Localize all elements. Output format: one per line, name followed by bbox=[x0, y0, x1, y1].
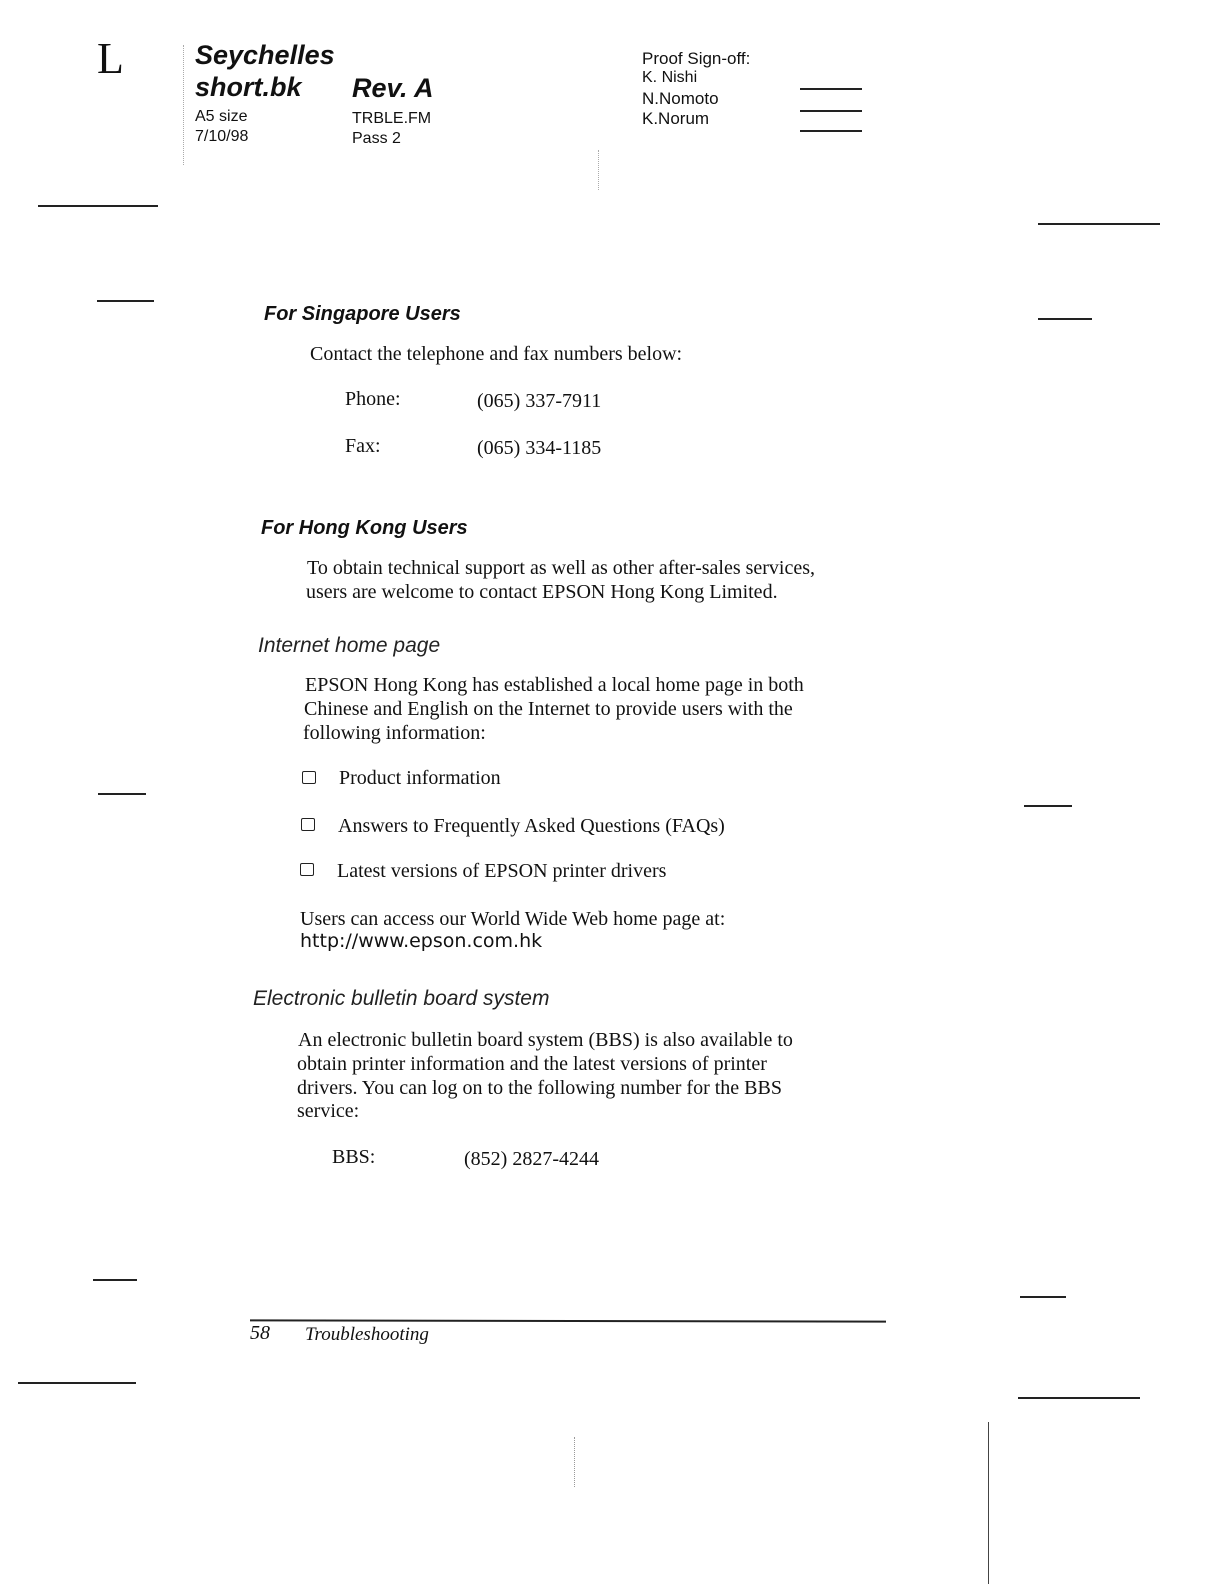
file-name: TRBLE.FM bbox=[352, 110, 432, 127]
singapore-intro: Contact the telephone and fax numbers below: bbox=[310, 343, 683, 365]
crop-mark bbox=[1038, 223, 1160, 225]
list-item: Latest versions of EPSON printer drivers bbox=[337, 860, 667, 882]
book-file: short.bk bbox=[195, 72, 302, 102]
signer-1: K. Nishi bbox=[642, 69, 698, 86]
corner-mark: L bbox=[97, 34, 124, 83]
bbs-para-line-1: An electronic bulletin board system (BBS) is also available to bbox=[298, 1029, 793, 1051]
signoff-line-1 bbox=[800, 88, 862, 90]
crop-mark bbox=[97, 300, 154, 302]
bbs-para-line-3: drivers. You can log on to the following number for the BBS bbox=[297, 1077, 782, 1099]
section-heading-hongkong: For Hong Kong Users bbox=[261, 517, 468, 539]
pass: Pass 2 bbox=[352, 130, 401, 147]
access-line: Users can access our World Wide Web home page at: bbox=[300, 908, 726, 930]
footer-section: Troubleshooting bbox=[305, 1324, 429, 1345]
hongkong-intro-line-2: users are welcome to contact EPSON Hong Kong Limited. bbox=[306, 581, 778, 603]
proof-title: Proof Sign-off: bbox=[642, 49, 751, 68]
subheading-internet: Internet home page bbox=[258, 634, 441, 657]
bbs-label: BBS: bbox=[332, 1146, 376, 1168]
page-size: A5 size bbox=[195, 108, 248, 125]
section-heading-singapore: For Singapore Users bbox=[264, 303, 461, 325]
list-item: Product information bbox=[339, 767, 501, 789]
homepage-url: http://www.epson.com.hk bbox=[300, 930, 543, 952]
guide-vertical-bottom bbox=[574, 1437, 576, 1487]
revision: Rev. A bbox=[352, 73, 434, 103]
checkbox-bullet-icon bbox=[302, 771, 316, 784]
signoff-line-2 bbox=[800, 110, 862, 112]
phone-label: Phone: bbox=[345, 388, 401, 410]
internet-para-line-2: Chinese and English on the Internet to provide users with the bbox=[304, 698, 793, 720]
fax-label: Fax: bbox=[345, 435, 381, 457]
bbs-para-line-4: service: bbox=[297, 1100, 360, 1122]
crop-mark bbox=[18, 1382, 136, 1384]
crop-mark bbox=[1024, 805, 1072, 807]
book-title: Seychelles bbox=[195, 40, 335, 70]
phone-value: (065) 337-7911 bbox=[477, 390, 602, 412]
signer-2: N.Nomoto bbox=[642, 89, 719, 108]
fax-value: (065) 334-1185 bbox=[477, 437, 602, 459]
footer-page-number: 58 bbox=[250, 1322, 270, 1344]
subheading-bbs: Electronic bulletin board system bbox=[253, 987, 550, 1010]
bbs-para-line-2: obtain printer information and the latest versions of printer bbox=[297, 1053, 767, 1075]
list-item: Answers to Frequently Asked Questions (FAQs) bbox=[338, 815, 725, 837]
guide-vertical-right bbox=[988, 1422, 989, 1584]
internet-para-line-3: following information: bbox=[303, 722, 486, 744]
crop-mark bbox=[1038, 318, 1092, 320]
signoff-line-3 bbox=[800, 130, 862, 132]
crop-mark bbox=[93, 1279, 137, 1281]
checkbox-bullet-icon bbox=[301, 818, 315, 831]
internet-para-line-1: EPSON Hong Kong has established a local home page in both bbox=[305, 674, 804, 696]
crop-mark bbox=[98, 793, 146, 795]
checkbox-bullet-icon bbox=[300, 863, 314, 876]
guide-vertical-left bbox=[183, 45, 185, 165]
guide-vertical-mid bbox=[598, 150, 600, 190]
bbs-value: (852) 2827-4244 bbox=[464, 1148, 599, 1170]
footer-rule bbox=[250, 1319, 886, 1322]
date: 7/10/98 bbox=[195, 128, 249, 145]
crop-mark bbox=[1020, 1296, 1066, 1298]
signer-3: K.Norum bbox=[642, 109, 710, 128]
crop-mark bbox=[1018, 1397, 1140, 1399]
crop-mark bbox=[38, 205, 158, 207]
hongkong-intro-line-1: To obtain technical support as well as other after-sales services, bbox=[307, 557, 816, 579]
